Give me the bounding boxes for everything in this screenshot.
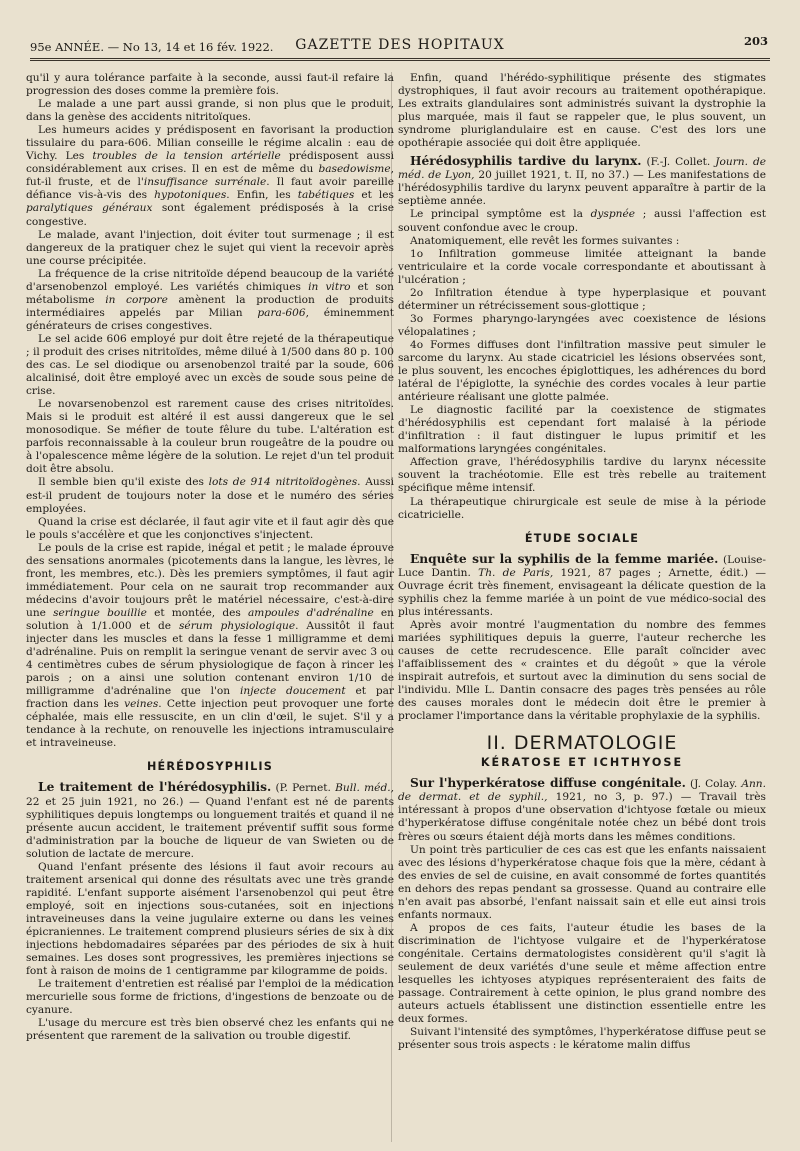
- paragraph: 1o Infiltration gommeuse limitée atteignant la bande ventriculaire et la corde vocale correspondante et aboutissant à l'ulcération ;: [398, 247, 766, 286]
- article-author: (P. Pernet.: [275, 782, 331, 795]
- article-ref: 22 et 25 juin 1921, no 26.) —: [26, 795, 200, 808]
- article-ref: 1921, 87 pages ; Arnette, édit.) —: [560, 566, 766, 579]
- paragraph: Il semble bien qu'il existe des lots de 914 nitritoïdogènes. Aussi est-il prudent de toujours noter la dose et le numéro des séries employées.: [26, 476, 394, 515]
- paragraph: Anatomiquement, elle revêt les formes suivantes :: [410, 234, 680, 247]
- paragraph: Enfin, quand l'hérédo-syphilitique présente des stigmates dystrophiques, il faut avoir recours au traitement opothérapique. Les extraits glandulaires sont administrés suivant la dystrophie la plus marquée, mais il faut se rappeler que, le plus souvent, un syndrome pluriglandulaire est en cause. C'est des lors une opothérapie associée qui doit être appliquée.: [398, 72, 766, 150]
- paragraph: 4o Formes diffuses dont l'infiltration massive peut simuler le sarcome du larynx. Au stade cicatriciel les lésions observées sont, le plus souvent, les encoches épiglottiques, les adhérences du bord latéral de l'épiglotte, la synéchie des cordes vocales à leur partie antérieure réalisant une glotte palmée.: [398, 338, 766, 404]
- article-entry: [398, 777, 766, 843]
- paragraph: Les humeurs acides y prédisposent en favorisant la production tissulaire du para-606. Milian conseille le régime alcalin : eau de Vichy. Les troubles de la tension artérielle prédisposent aussi considérablement aux crises. Il en est de même du basedowisme, fut-il fruste, et de l'insuffisance surrénale. Il faut avoir pareille défiance vis-à-vis des hypotoniques. Enfin, les tabétiques et les paralytiques généraux sont également prédisposés à la crise congestive.: [26, 124, 394, 228]
- paragraph: Le novarsenobenzol est rarement cause des crises nitritoïdes. Mais si le produit est altéré il est aussi dangereux que le sel monosodique. Se méfier de toute fêlure du tube. L'altération est parfois reconnaissable à la couleur brun rougeâtre de la poudre ou à l'opalescence même légère de la solution. Le rejet d'un tel produit doit être absolu.: [26, 398, 394, 476]
- paragraph: Le diagnostic facilité par la coexistence de stigmates d'hérédosyphilis est cependant fort malaisé à la période d'infiltration : il faut distinguer le lupus primitif et les malformations laryngées congénitales.: [398, 404, 766, 456]
- paragraph: Le malade a une part aussi grande, si non plus que le produit, dans la genèse des accidents nitritoïques.: [26, 98, 394, 124]
- article-title: Hérédosyphilis tardive du larynx.: [410, 154, 642, 169]
- article-author: (Louise-Luce Dantin.: [398, 553, 766, 579]
- right-column: [398, 72, 766, 1142]
- paragraph: Quand l'enfant présente des lésions il faut avoir recours au traitement arsenical qui donne des résultats avec une très grande rapidité. L'enfant supporte aisément l'arsenobenzol qui peut être employé, soit en injections sous-cutanées, soit en injections intraveineuses dans la veine jugulaire externe ou dans les veines épicraniennes. Le traitement comprend plusieurs séries de six à dix injections hebdomadaires séparées par des périodes de six à huit semaines. Les doses sont progressives, les premières injections se font à raison de moins de 1 centigramme par kilogramme de poids.: [26, 860, 394, 978]
- article-journal: Journ. de méd. de Lyon,: [398, 156, 766, 182]
- article-journal: Ann. de dermat. et de syphil.,: [398, 778, 766, 804]
- article-journal: Th. de Paris,: [478, 566, 554, 579]
- section-heading: HÉRÉDOSYPHILIS: [146, 760, 274, 774]
- paragraph: La fréquence de la crise nitritoïde dépend beaucoup de la variété d'arsenobenzol employé. Les variétés chimiques in vitro et son métabolisme in corpore amènent la production de produits intermédiaires appelés par Milian para-606, éminemment générateurs de crises congestives.: [26, 267, 394, 332]
- paragraph: 2o Infiltration étendue à type hyperplasique et pouvant déterminer un rétrécissement sous-glottique ;: [398, 286, 766, 312]
- article-journal: Bull. méd.,: [335, 782, 394, 795]
- paragraph: A propos de ces faits, l'auteur étudie les bases de la discrimination de l'ichtyose vulgaire et de l'hyperkératose congénitale. Certains dermatologistes considèrent qu'il s'agit là seulement de deux variétés d'une seule et même affection entre lesquelles les ichtyoses atypiques représenteraient des faits de passage. Contrairement à cette opinion, le plus grand nombre des auteurs actuels établissent une distinction essentielle entre les deux formes.: [398, 921, 766, 1026]
- article-title: Le traitement de l'hérédosyphilis.: [38, 780, 272, 795]
- page-header: [30, 30, 770, 61]
- article-entry: [398, 155, 766, 208]
- page-number: 203: [743, 34, 768, 48]
- article-text: Quand l'enfant est né de parents syphilitiques depuis longtemps ou longuement traités et quand il ne présente aucun accident, le traitement préventif suffit sous forme d'administration par la bouche de liqueur de van Swieten ou de solution de lactate de mercure.: [26, 795, 394, 860]
- article-text: Ouvrage écrit très finement, envisageant la délicate question de la syphilis chez la femme mariée à un point de vue médico-social des plus intéressants.: [398, 579, 766, 618]
- left-column: [26, 72, 394, 1142]
- major-section-heading: II. DERMATOLOGIE: [486, 732, 678, 755]
- subsection-heading: KÉRATOSE ET ICHTHYOSE: [480, 756, 684, 770]
- paragraph: Le pouls de la crise est rapide, inégal et petit ; le malade éprouve des sensations anormales (picotements dans la langue, les lèvres, le front, les membres, etc.). Dès les premiers symptômes, il faut agir immédiatement. Pour cela on ne saurait trop recommander aux médecins d'avoir toujours prêt le matériel nécessaire, c'est-à-dire une seringue bouillie et montée, des ampoules d'adrénaline en solution à 1/1.000 et de sérum physiologique. Aussitôt il faut injecter dans les muscles et dans la fesse 1 milligramme et demi d'adrénaline. Puis on remplit la seringue venant de servir avec 3 ou 4 centimètres cubes de sérum physiologique de façon à rincer les parois ; on a ainsi une solution contenant environ 1/10 de milligramme d'adrénaline que l'on injecte doucement et par fraction dans les veines. Cette injection peut provoquer une forte céphalée, mais elle ressuscite, en un clin d'œil, le sujet. S'il y a tendance à la rechute, on renouvelle les injections intramusculaire et intraveineuse.: [26, 541, 394, 750]
- paragraph: Après avoir montré l'augmentation du nombre des femmes mariées syphilitiques depuis la guerre, l'auteur recherche les causes de cette recrudescence. Elle paraît coïncider avec l'affaiblissement des « craintes et du dégoût » que la vérole inspirait autrefois, et surtout avec la diminution du sens social de l'individu. Mlle L. Dantin consacre des pages très pensées au rôle des causes morales dont le médecin doit être le premier à proclamer l'importance dans la véritable prophylaxie de la syphilis.: [398, 618, 766, 723]
- article-title: Sur l'hyperkératose diffuse congénitale.: [410, 776, 686, 791]
- article-entry: [26, 781, 394, 860]
- paragraph: Un point très particulier de ces cas est que les enfants naissaient avec des lésions d'hyperkératose chaque fois que la mère, cédant à des envies de sel de cuisine, en avait consommé de fortes quantités en dehors des repas pendant sa grossesse. Quand au contraire elle n'en avait pas absorbé, l'enfant naissait sain et elle eut ainsi trois enfants normaux.: [398, 843, 766, 921]
- paragraph: Affection grave, l'hérédosyphilis tardive du larynx nécessite souvent la trachéotomie. Elle est très rebelle au traitement spécifique même intensif.: [398, 456, 766, 495]
- paragraph: Suivant l'intensité des symptômes, l'hyperkératose diffuse peut se présenter sous trois aspects : le kératome malin diffus: [398, 1026, 766, 1052]
- section-heading: ÉTUDE SOCIALE: [524, 531, 640, 545]
- article-title: Enquête sur la syphilis de la femme mariée.: [410, 551, 719, 566]
- article-text: Travail très intéressant à propos d'une observation d'ichtyose fœtale ou mieux d'hyperkératose diffuse congénitale notée chez un bébé dont trois frères ou sœurs étaient déjà morts dans les mêmes conditions.: [398, 791, 766, 843]
- paragraph: L'usage du mercure est très bien observé chez les enfants qui ne présentent que rarement de la salivation ou trouble digestif.: [26, 1017, 394, 1043]
- article-entry: [398, 553, 766, 619]
- issue-info: 95e ANNÉE. — No 13, 14 et 16 fév. 1922.: [30, 40, 274, 54]
- paragraph: 3o Formes pharyngo-laryngées avec coexistence de lésions vélopalatines ;: [398, 312, 766, 338]
- article-text: Les manifestations de l'hérédosyphilis tardive du larynx peuvent apparaître à partir de la septième année.: [398, 169, 766, 208]
- paragraph: Le malade, avant l'injection, doit éviter tout surmenage ; il est dangereux de la pratiquer chez le sujet qui vient la recevoir après une course précipitée.: [26, 228, 394, 267]
- journal-title: GAZETTE DES HOPITAUX: [295, 37, 505, 53]
- article-ref: 1921, no 3, p. 97.) —: [555, 791, 692, 804]
- article-ref: 20 juillet 1921, t. II, no 37.) —: [478, 169, 644, 182]
- article-author: (F.-J. Collet.: [646, 156, 711, 169]
- paragraph: Le principal symptôme est la dyspnée ; aussi l'affection est souvent confondue avec le croup.: [398, 208, 766, 234]
- paragraph: Quand la crise est déclarée, il faut agir vite et il faut agir dès que le pouls s'accélère et que les conjonctives s'injectent.: [26, 515, 394, 541]
- article-author: (J. Colay.: [690, 778, 738, 791]
- paragraph: qu'il y aura tolérance parfaite à la seconde, aussi faut-il refaire la progression des doses comme la première fois.: [26, 72, 394, 98]
- paragraph: Le sel acide 606 employé pur doit être rejeté de la thérapeutique ; il produit des crises nitritoïdes, même dilué à 1/500 dans 80 p. 100 des cas. Le sel diodique ou arsenobenzol traité par la soude, 606 alcalinisé, doit être employé avec un excès de soude sous peine de crise.: [26, 332, 394, 398]
- paragraph: La thérapeutique chirurgicale est seule de mise à la période cicatricielle.: [398, 495, 766, 521]
- paragraph: Le traitement d'entretien est réalisé par l'emploi de la médication mercurielle sous forme de frictions, d'ingestions de benzoate ou de cyanure.: [26, 978, 394, 1017]
